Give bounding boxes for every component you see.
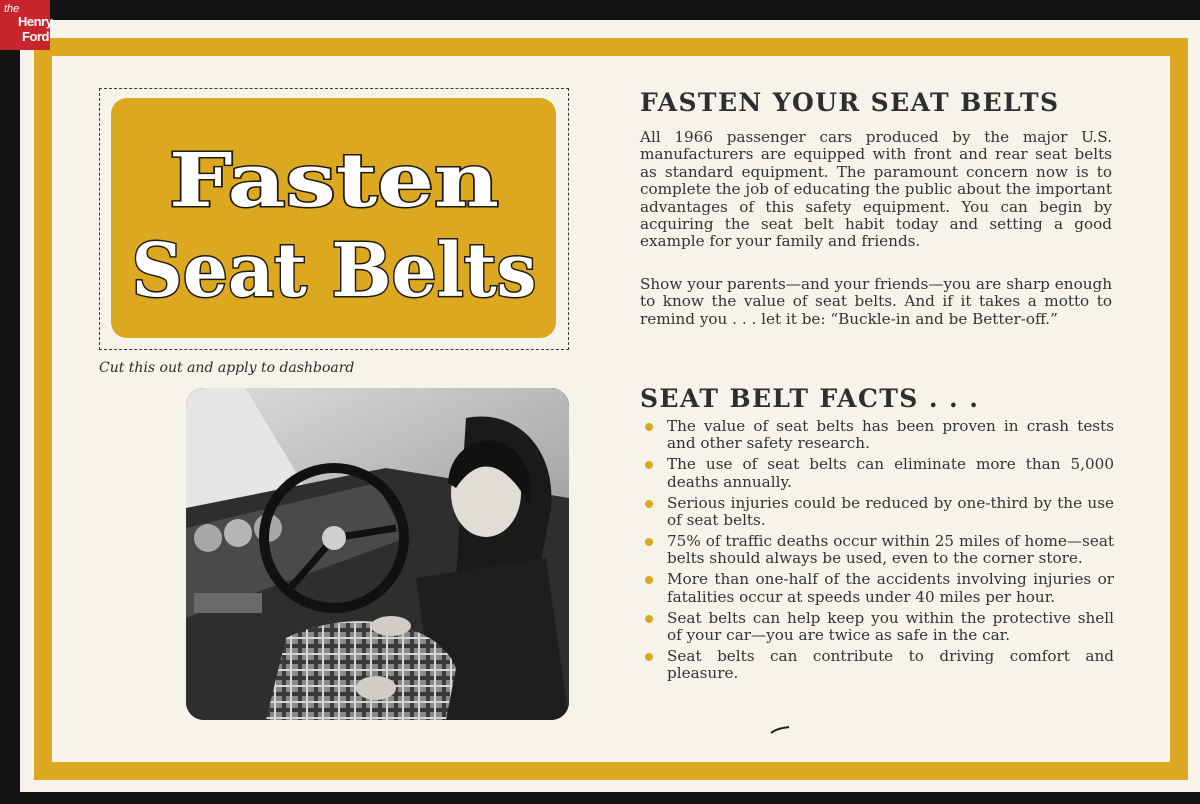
fact-text: Seat belts can contribute to driving comfort and pleasure.	[667, 646, 1114, 683]
brochure-card	[20, 20, 1200, 792]
facts-list	[640, 418, 1114, 686]
facts-heading: SEAT BELT FACTS . . .	[640, 384, 980, 413]
fact-text: 75% of traffic deaths occur within 25 miles of home—seat belts should always be used, even to the corner store.	[667, 531, 1114, 568]
driver-photo	[186, 388, 569, 720]
article-heading: FASTEN YOUR SEAT BELTS	[640, 88, 1060, 117]
fact-text: More than one-half of the accidents involving injuries or fatalities occur at speeds under 40 miles per hour.	[667, 570, 1114, 606]
logo-the: the	[4, 3, 20, 15]
ink-mark	[770, 725, 790, 735]
henry-ford-logo	[0, 0, 53, 50]
bullet-icon	[645, 423, 653, 431]
bullet-icon	[645, 653, 653, 661]
fact-item	[640, 456, 1114, 491]
cutout-caption: Cut this out and apply to dashboard	[99, 360, 355, 376]
cutout-title-line1: Fasten	[169, 138, 499, 224]
bullet-icon	[645, 576, 653, 584]
fact-text: Seat belts can help keep you within the protective shell of your car—you are twice as safe in the car.	[667, 608, 1114, 644]
article-paragraph-2: Show your parents—and your friends—you are sharp enough to know the value of seat belts. And if it takes a motto to remind you . . . let it be: “Buckle-in and be Better-off.”	[640, 275, 1112, 328]
fact-item	[640, 648, 1114, 683]
fact-item	[640, 533, 1114, 568]
fact-item	[640, 571, 1114, 606]
cutout-title-line2: Seat Belts	[131, 228, 537, 314]
article-paragraph-1: All 1966 passenger cars produced by the major U.S. manufacturers are equipped with front and rear seat belts as standard equipment. The paramount concern now is to complete the job of educating the public about the important advantages of this safety equipment. You can begin by acquiring the seat belt habit today and setting a good example for your family and friends.	[640, 128, 1112, 251]
logo-ford: Ford	[22, 29, 49, 44]
fact-text: Serious injuries could be reduced by one-third by the use of seat belts.	[667, 493, 1114, 530]
fact-item	[640, 495, 1114, 530]
fact-item	[640, 418, 1114, 453]
logo-henry: Henry	[18, 14, 53, 29]
bullet-icon	[645, 500, 653, 508]
fact-text: The value of seat belts has been proven in crash tests and other safety research.	[667, 417, 1114, 453]
cutout-title-art	[111, 98, 556, 338]
bullet-icon	[645, 538, 653, 546]
fact-text: The use of seat belts can eliminate more than 5,000 deaths annually.	[667, 455, 1114, 491]
bullet-icon	[645, 461, 653, 469]
fact-item	[640, 610, 1114, 645]
bullet-icon	[645, 615, 653, 623]
